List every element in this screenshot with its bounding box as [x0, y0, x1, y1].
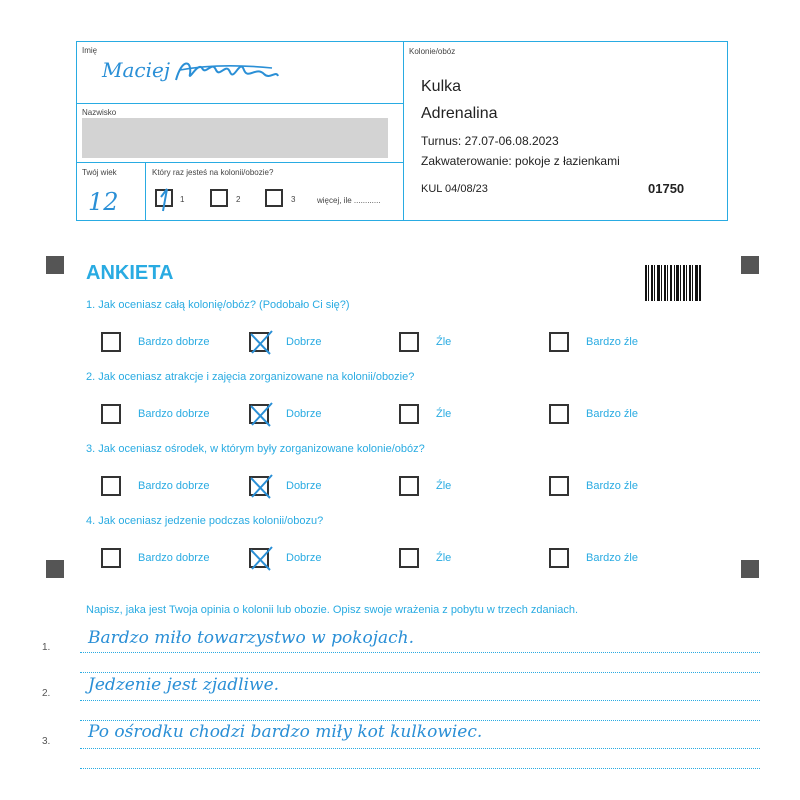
camp-label: Kolonie/obóz	[409, 47, 456, 56]
visit-count-checkbox-3[interactable]	[265, 189, 283, 207]
x-mark-icon	[248, 328, 274, 358]
question-4-checkbox-2[interactable]	[249, 548, 269, 568]
question-4-option-3: Źle	[436, 552, 452, 564]
question-2-option-4: Bardzo źle	[586, 408, 638, 420]
question-3-checkbox-1[interactable]	[101, 476, 121, 496]
question-4-text: 4. Jak oceniasz jedzenie podczas kolonii/obozu?	[86, 515, 324, 527]
question-1-checkbox-4[interactable]	[549, 332, 569, 352]
visit-count-label: Który raz jesteś na kolonii/obozie?	[152, 168, 274, 177]
x-mark-icon	[248, 472, 274, 502]
visit-count-checkbox-1[interactable]	[155, 189, 173, 207]
question-2-text: 2. Jak oceniasz atrakcje i zajęcia zorganizowane na kolonii/obozie?	[86, 371, 415, 383]
header-row-line	[76, 162, 403, 163]
question-2-checkbox-1[interactable]	[101, 404, 121, 424]
writing-line	[80, 652, 760, 653]
first-name-label: Imię	[82, 46, 98, 55]
x-mark-icon	[248, 400, 274, 430]
writing-line	[80, 672, 760, 673]
question-1-checkbox-2[interactable]	[249, 332, 269, 352]
line-number: 2.	[42, 688, 51, 699]
age-label: Twój wiek	[82, 168, 117, 177]
registration-marker	[46, 256, 64, 274]
opinion-prompt: Napisz, jaka jest Twoja opinia o kolonii lub obozie. Opisz swoje wrażenia z pobytu w trzech zdaniach.	[86, 604, 578, 616]
visit-count-option-2: 2	[236, 195, 241, 204]
question-4-checkbox-1[interactable]	[101, 548, 121, 568]
opinion-line-1[interactable]: Bardzo miło towarzystwo w pokojach.	[88, 628, 415, 648]
question-4-checkbox-4[interactable]	[549, 548, 569, 568]
header-divider	[403, 41, 404, 221]
check-mark-icon	[154, 185, 180, 215]
form-number: 01750	[648, 181, 685, 196]
opinion-line-3[interactable]: Po ośrodku chodzi bardzo miły kot kulkowiec.	[88, 722, 483, 742]
question-2-option-1: Bardzo dobrze	[138, 408, 210, 420]
visit-count-option-3: 3	[291, 195, 296, 204]
header-row-line	[76, 103, 403, 104]
question-1-option-1: Bardzo dobrze	[138, 336, 210, 348]
question-3-text: 3. Jak oceniasz ośrodek, w którym były zorganizowane kolonie/obóz?	[86, 443, 425, 455]
question-3-option-2: Dobrze	[286, 480, 322, 492]
question-3-checkbox-4[interactable]	[549, 476, 569, 496]
question-1-checkbox-3[interactable]	[399, 332, 419, 352]
question-3-option-3: Źle	[436, 480, 452, 492]
camp-program: Adrenalina	[421, 105, 498, 122]
camp-code: KUL 04/08/23	[421, 183, 488, 195]
last-name-redacted	[82, 118, 388, 158]
visit-count-option-1: 1	[180, 195, 185, 204]
registration-marker	[46, 560, 64, 578]
question-2-option-2: Dobrze	[286, 408, 322, 420]
turnus-dates: Turnus: 27.07-06.08.2023	[421, 134, 559, 148]
writing-line	[80, 748, 760, 749]
registration-marker	[741, 256, 759, 274]
scribbled-surname-signature	[172, 52, 282, 92]
question-2-checkbox-3[interactable]	[399, 404, 419, 424]
question-3-option-4: Bardzo źle	[586, 480, 638, 492]
writing-line	[80, 720, 760, 721]
question-2-checkbox-2[interactable]	[249, 404, 269, 424]
question-1-checkbox-1[interactable]	[101, 332, 121, 352]
camp-name: Kulka	[421, 78, 462, 95]
registration-marker	[741, 560, 759, 578]
writing-line	[80, 700, 760, 701]
question-1-option-2: Dobrze	[286, 336, 322, 348]
last-name-label: Nazwisko	[82, 108, 117, 117]
visit-count-checkbox-2[interactable]	[210, 189, 228, 207]
question-4-option-2: Dobrze	[286, 552, 322, 564]
question-3-option-1: Bardzo dobrze	[138, 480, 210, 492]
question-3-checkbox-2[interactable]	[249, 476, 269, 496]
visit-count-more: więcej, ile ............	[317, 196, 381, 205]
accommodation: Zakwaterowanie: pokoje z łazienkami	[421, 154, 620, 168]
age-value[interactable]: 12	[88, 188, 119, 216]
barcode-icon	[645, 265, 701, 301]
question-3-checkbox-3[interactable]	[399, 476, 419, 496]
question-1-option-4: Bardzo źle	[586, 336, 638, 348]
x-mark-icon	[248, 544, 274, 574]
question-4-checkbox-3[interactable]	[399, 548, 419, 568]
writing-line	[80, 768, 760, 769]
question-2-option-3: Źle	[436, 408, 452, 420]
question-1-option-3: Źle	[436, 336, 452, 348]
question-2-checkbox-4[interactable]	[549, 404, 569, 424]
survey-title: ANKIETA	[86, 262, 174, 284]
question-1-text: 1. Jak oceniasz całą kolonię/obóz? (Podobało Ci się?)	[86, 299, 350, 311]
question-4-option-1: Bardzo dobrze	[138, 552, 210, 564]
line-number: 1.	[42, 642, 51, 653]
header-cell-divider	[145, 162, 146, 221]
opinion-line-2[interactable]: Jedzenie jest zjadliwe.	[88, 675, 280, 695]
line-number: 3.	[42, 736, 51, 747]
question-4-option-4: Bardzo źle	[586, 552, 638, 564]
first-name-value[interactable]: Maciej	[102, 58, 171, 82]
